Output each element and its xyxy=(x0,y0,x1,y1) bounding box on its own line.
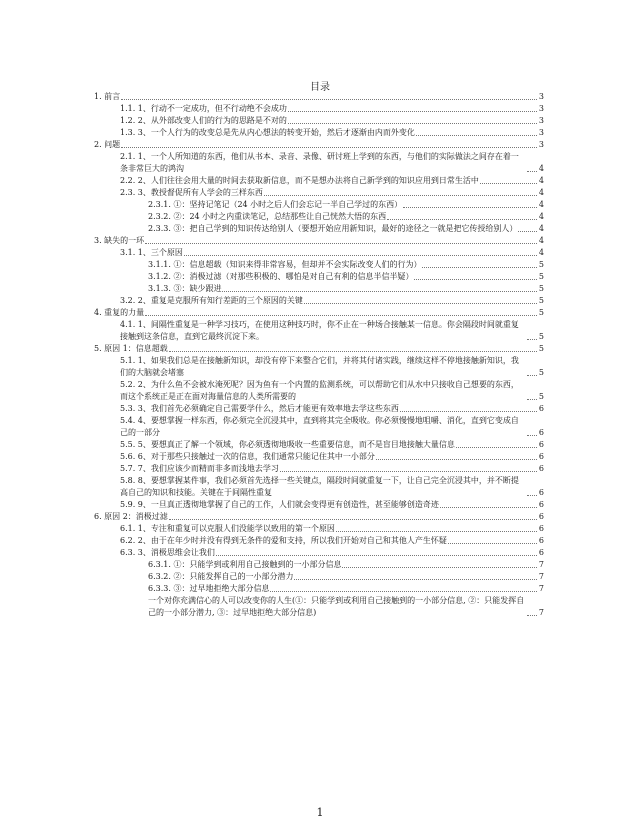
dot-leader xyxy=(527,374,537,376)
dot-leader xyxy=(387,218,537,220)
toc-entry-page: 6 xyxy=(538,404,544,413)
toc-entry[interactable] xyxy=(94,211,544,223)
toc-entry[interactable] xyxy=(94,343,544,355)
toc-entry-page: 4 xyxy=(538,248,544,257)
toc-entry[interactable] xyxy=(94,283,544,295)
toc-entry[interactable] xyxy=(94,523,544,535)
toc-entry-page: 4 xyxy=(538,164,544,173)
dot-leader xyxy=(456,446,537,448)
toc-entry-page: 5 xyxy=(538,296,544,305)
toc-entry-page: 6 xyxy=(538,524,544,533)
toc-entry[interactable] xyxy=(94,547,544,559)
dot-leader xyxy=(270,590,537,592)
dot-leader xyxy=(527,170,537,172)
toc-entry-text: 6.2. 2、由于在年少时并没有得到无条件的爱和支持，所以我们开始对自己和其他人产生怀疑 xyxy=(120,536,447,545)
toc-entry-page: 4 xyxy=(538,176,544,185)
dot-leader xyxy=(400,410,537,412)
dot-leader xyxy=(480,182,537,184)
dot-leader xyxy=(527,434,537,436)
toc-entry-page: 6 xyxy=(538,500,544,509)
toc-entry-text: 3.2. 2、重复是克服所有知行差距的三个原因的关键 xyxy=(120,296,303,305)
toc-entry-text: 6. 原因 2：消极过滤 xyxy=(94,512,168,521)
toc-entry[interactable] xyxy=(94,571,544,583)
toc-entry-text: 2. 问题 xyxy=(94,140,121,149)
toc-entry-text: 1.2. 2、从外部改变人们的行为的思路是不对的 xyxy=(120,116,287,125)
toc-entry[interactable] xyxy=(94,115,544,127)
dot-leader xyxy=(222,290,537,292)
toc-entry[interactable] xyxy=(94,235,544,247)
dot-leader xyxy=(342,566,537,568)
toc-entry-text: 5.8. 8、要想掌握某件事，我们必须首先选择一些关键点，隔段时间就重复一下，让自己完全沉浸其中，并不断提高自己的知识和技能。关键在于间隔性重复 xyxy=(120,476,519,497)
toc-entry-text: 4.1. 1、间隔性重复是一种学习技巧，在使用这种技巧时，你不止在一种场合接触某一信息。你会隔段时间就重复接触到这条信息，直到它最终沉淀下来。 xyxy=(120,320,519,341)
toc-entry-page: 4 xyxy=(538,224,544,233)
toc-entry-page: 7 xyxy=(538,608,544,617)
toc-entry-page: 7 xyxy=(538,572,544,581)
toc-entry-page: 4 xyxy=(538,236,544,245)
table-of-contents xyxy=(94,91,544,619)
toc-entry[interactable] xyxy=(94,511,544,523)
toc-entry-text: 2.3.3. ③：把自己学到的知识传达给别人（要想开始应用新知识，最好的途径之一就是把它传授给别人） xyxy=(148,224,518,233)
toc-entry-text: 5. 原因 1：信息超载 xyxy=(94,344,168,353)
toc-entry[interactable] xyxy=(94,319,544,343)
toc-entry-page: 5 xyxy=(538,272,544,281)
toc-entry-page: 6 xyxy=(538,488,544,497)
toc-entry[interactable] xyxy=(94,103,544,115)
toc-entry-text: 5.2. 2、为什么鱼不会被水淹死呢？因为鱼有一个内置的监测系统，可以帮助它们从水中只接收自己想要的东西，而这个系统正是正在面对海量信息的人类所需要的 xyxy=(120,380,519,401)
toc-entry-page: 5 xyxy=(538,308,544,317)
toc-entry-text: 5.4. 4、要想掌握一样东西，你必须完全沉浸其中，直到将其完全吸收。你必须慢慢地咀嚼、消化，直到它变成自己的一部分 xyxy=(120,416,519,437)
toc-entry-text: 5.6. 6、对于那些只接触过一次的信息，我们通常只能记住其中一小部分 xyxy=(120,452,375,461)
dot-leader xyxy=(264,194,537,196)
toc-entry-page: 5 xyxy=(538,332,544,341)
dot-leader xyxy=(169,350,537,352)
toc-entry[interactable] xyxy=(94,139,544,151)
toc-entry[interactable] xyxy=(94,247,544,259)
toc-entry[interactable] xyxy=(94,379,544,403)
toc-title: 目录 xyxy=(310,82,330,93)
toc-entry-text: 5.9. 9、一旦真正透彻地掌握了自己的工作，人们就会变得更有创造性，甚至能够创造奇迹 xyxy=(120,500,439,509)
toc-entry[interactable] xyxy=(94,463,544,475)
toc-entry[interactable] xyxy=(94,451,544,463)
toc-entry-text: 1.3. 3、一个人行为的改变总是先从内心想法的转变开始，然后才逐渐由内而外变化 xyxy=(120,128,415,137)
toc-entry-page: 3 xyxy=(538,92,544,101)
dot-leader xyxy=(527,398,537,400)
toc-entry-text: 2.3.2. ②：24 小时之内重读笔记，总结那些让自己恍然大悟的东西 xyxy=(148,212,387,221)
toc-entry-page: 7 xyxy=(538,584,544,593)
toc-entry-text: 一个对你充满信心的人可以改变你的人生(①：只能学到或利用自己接触到的一小部分信息, ②：只能发挥自己的一小部分潜力, ③：过早地拒绝大部分信息) xyxy=(148,596,525,617)
toc-entry[interactable] xyxy=(94,499,544,511)
toc-entry-page: 5 xyxy=(538,284,544,293)
toc-entry-text: 6.3. 3、消极思维会让我们 xyxy=(120,548,215,557)
toc-entry[interactable] xyxy=(94,151,544,175)
dot-leader xyxy=(416,134,537,136)
toc-entry[interactable] xyxy=(94,271,544,283)
dot-leader xyxy=(184,254,537,256)
toc-entry-page: 4 xyxy=(538,212,544,221)
toc-entry-text: 2.3. 3、教授督促所有人学会的三样东西 xyxy=(120,188,263,197)
toc-entry-text: 5.3. 3、我们首先必须确定自己需要学什么，然后才能更有效率地去学这些东西 xyxy=(120,404,399,413)
toc-entry-page: 5 xyxy=(538,392,544,401)
toc-entry-text: 6.3.3. ③：过早地拒绝大部分信息 xyxy=(148,584,270,593)
dot-leader xyxy=(288,110,537,112)
dot-leader xyxy=(294,578,537,580)
dot-leader xyxy=(422,266,537,268)
toc-entry-page: 4 xyxy=(538,188,544,197)
toc-entry-page: 6 xyxy=(538,452,544,461)
toc-entry-text: 6.3.2. ②：只能发挥自己的一小部分潜力 xyxy=(148,572,294,581)
toc-entry-text: 2.2. 2、人们往往会用大量的时间去获取新信息，而不是想办法将自己新学到的知识应用到日常生活中 xyxy=(120,176,479,185)
toc-entry-text: 2.3.1. ①：坚持记笔记（24 小时之后人们会忘记一半自己学过的东西） xyxy=(148,200,403,209)
toc-entry-page: 3 xyxy=(538,140,544,149)
toc-entry-page: 5 xyxy=(538,260,544,269)
toc-entry-page: 3 xyxy=(538,104,544,113)
toc-entry[interactable] xyxy=(94,223,544,235)
toc-entry[interactable] xyxy=(94,355,544,379)
dot-leader xyxy=(414,278,537,280)
dot-leader xyxy=(336,530,537,532)
toc-entry[interactable] xyxy=(94,307,544,319)
toc-entry-page: 3 xyxy=(538,116,544,125)
toc-entry-text: 1. 前言 xyxy=(94,92,121,101)
dot-leader xyxy=(280,470,537,472)
toc-entry-page: 3 xyxy=(538,128,544,137)
toc-entry-text: 1.1. 1、行动不一定成功，但不行动绝不会成功 xyxy=(120,104,287,113)
toc-entry-text: 3.1. 1、三个原因 xyxy=(120,248,183,257)
toc-entry[interactable] xyxy=(94,403,544,415)
toc-entry[interactable] xyxy=(94,595,544,619)
toc-entry-text: 6.1. 1、专注和重复可以克服人们没能学以致用的第一个原因 xyxy=(120,524,335,533)
toc-entry-text: 6.3.1. ①：只能学到或利用自己接触到的一小部分信息 xyxy=(148,560,342,569)
toc-entry[interactable] xyxy=(94,175,544,187)
toc-entry-page: 6 xyxy=(538,440,544,449)
page-number: 1 xyxy=(316,806,324,819)
dot-leader xyxy=(288,122,537,124)
dot-leader xyxy=(145,242,537,244)
dot-leader xyxy=(169,518,537,520)
dot-leader xyxy=(145,314,537,316)
toc-entry-text: 3. 缺失的一环 xyxy=(94,236,145,245)
toc-entry-page: 6 xyxy=(538,464,544,473)
dot-leader xyxy=(527,338,537,340)
toc-entry[interactable] xyxy=(94,439,544,451)
toc-entry-page: 7 xyxy=(538,560,544,569)
toc-entry[interactable] xyxy=(94,535,544,547)
toc-entry[interactable] xyxy=(94,91,544,103)
toc-entry[interactable] xyxy=(94,187,544,199)
toc-entry[interactable] xyxy=(94,295,544,307)
toc-entry[interactable] xyxy=(94,415,544,439)
toc-entry-page: 6 xyxy=(538,536,544,545)
toc-entry-text: 4. 重复的力量 xyxy=(94,308,145,317)
dot-leader xyxy=(448,542,537,544)
toc-entry-text: 5.5. 5、要想真正了解一个领域，你必须透彻地吸收一些重要信息，而不是盲目地接触大量信息 xyxy=(120,440,455,449)
toc-entry-page: 6 xyxy=(538,548,544,557)
toc-entry-page: 5 xyxy=(538,344,544,353)
toc-entry-text: 5.7. 7、我们应该少而精而非多而浅地去学习 xyxy=(120,464,279,473)
toc-entry-text: 5.1. 1、如果我们总是在接触新知识，却没有停下来整合它们，并将其付诸实践，继续这样不停地接触新知识，我们的大脑就会堵塞 xyxy=(120,356,519,377)
toc-entry[interactable] xyxy=(94,583,544,595)
toc-entry-page: 4 xyxy=(538,200,544,209)
toc-entry[interactable] xyxy=(94,259,544,271)
dot-leader xyxy=(527,494,537,496)
toc-entry-page: 5 xyxy=(538,368,544,377)
toc-entry-text: 3.1.1. ①：信息超载（知识来得非常容易，但却并不会实际改变人们的行为） xyxy=(148,260,422,269)
toc-entry-text: 2.1. 1、一个人所知道的东西，他们从书本、录音、录像、研讨班上学到的东西，与他们的实际做法之间存在着一条非常巨大的鸿沟 xyxy=(120,152,519,173)
toc-entry[interactable] xyxy=(94,559,544,571)
toc-entry[interactable] xyxy=(94,127,544,139)
dot-leader xyxy=(376,458,537,460)
toc-entry-page: 6 xyxy=(538,512,544,521)
dot-leader xyxy=(216,554,537,556)
dot-leader xyxy=(527,614,537,616)
dot-leader xyxy=(121,146,537,148)
dot-leader xyxy=(403,206,537,208)
dot-leader xyxy=(304,302,537,304)
toc-entry-text: 3.1.3. ③：缺少跟进 xyxy=(148,284,222,293)
dot-leader xyxy=(440,506,537,508)
toc-entry-page: 6 xyxy=(538,428,544,437)
dot-leader xyxy=(121,98,537,100)
dot-leader xyxy=(518,230,537,232)
toc-entry[interactable] xyxy=(94,199,544,211)
toc-entry[interactable] xyxy=(94,475,544,499)
toc-entry-text: 3.1.2. ②：消极过滤（对那些积极的、哪怕是对自己有利的信息半信半疑） xyxy=(148,272,414,281)
